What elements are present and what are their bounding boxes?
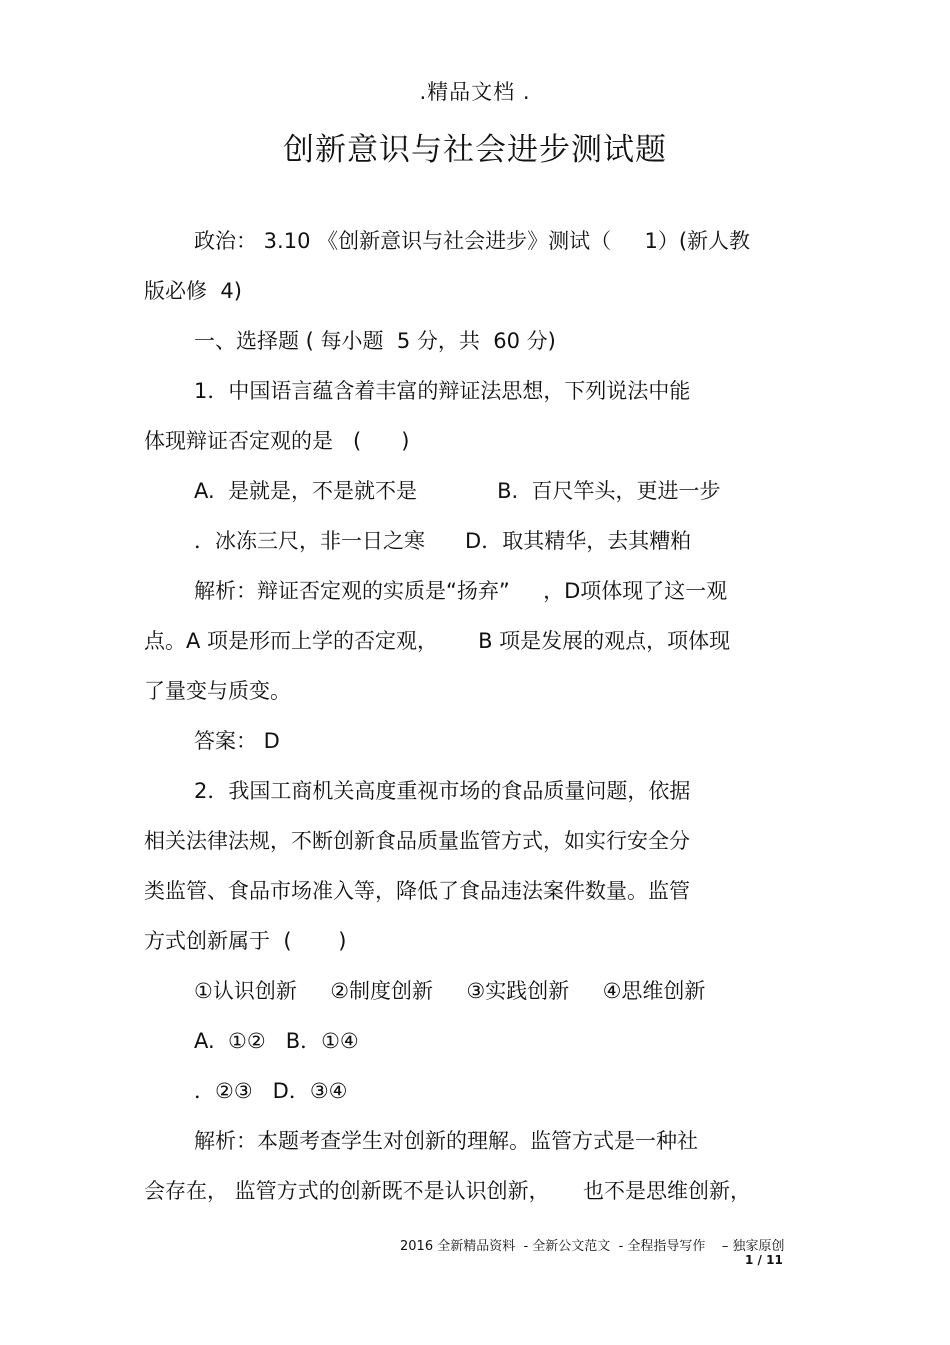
question-2-options-ab: A. ①② B．①④ [194, 1029, 359, 1053]
question-1-answer: 答案： D [194, 729, 280, 753]
header-tag: .精品文档 . [419, 80, 531, 104]
question-1-analysis-cont: 了量变与质变。 [144, 679, 291, 703]
question-2-options-cd: ．②③ D．③④ [194, 1079, 348, 1103]
question-1-options-ab: A. 是就是，不是就不是 B. 百尺竿头，更进一步 [194, 479, 721, 503]
question-1-analysis: 解析：辩证否定观的实质是“扬弃” ，D项体现了这一观 [194, 579, 728, 603]
question-2-stem: 2．我国工商机关高度重视市场的食品质量问题，依据 [194, 779, 691, 803]
document-title: 创新意识与社会进步测试题 [283, 132, 667, 168]
question-2-stem-cont: 相关法律法规，不断创新食品质量监管方式，如实行安全分 [144, 829, 690, 853]
question-1-stem: 1．中国语言蕴含着丰富的辩证法思想，下列说法中能 [194, 379, 691, 403]
text-line: 政治： 3.10 《创新意识与社会进步》测试（ 1）(新人教 [194, 229, 751, 253]
question-2-analysis-cont: 会存在， 监管方式的创新既不是认识创新， 也不是思维创新， [144, 1179, 752, 1203]
text-line: 版必修 4) [144, 279, 242, 303]
question-1-options-cd: ．冰冻三尺，非一日之寒 D．取其精华，去其糟粕 [194, 529, 692, 553]
question-1-stem-cont: 体现辩证否定观的是 ( ) [144, 429, 410, 453]
question-2-stem-cont: 类监管、食品市场准入等，降低了食品违法案件数量。监管 [144, 879, 690, 903]
question-1-analysis-cont: 点。A 项是形而上学的否定观， B 项是发展的观点，项体现 [144, 629, 731, 653]
question-2-analysis: 解析：本题考查学生对创新的理解。监管方式是一种社 [194, 1129, 698, 1153]
section-heading: 一、选择题 ( 每小题 5 分，共 60 分) [194, 329, 556, 353]
footer-note: 2016 全新精品资料 - 全新公文范文 - 全程指导写作 – 独家原创 [400, 1239, 785, 1254]
page-number: 1 / 11 [745, 1253, 783, 1267]
question-2-stem-cont: 方式创新属于 ( ) [144, 929, 347, 953]
question-2-items: ①认识创新 ②制度创新 ③实践创新 ④思维创新 [194, 979, 706, 1003]
